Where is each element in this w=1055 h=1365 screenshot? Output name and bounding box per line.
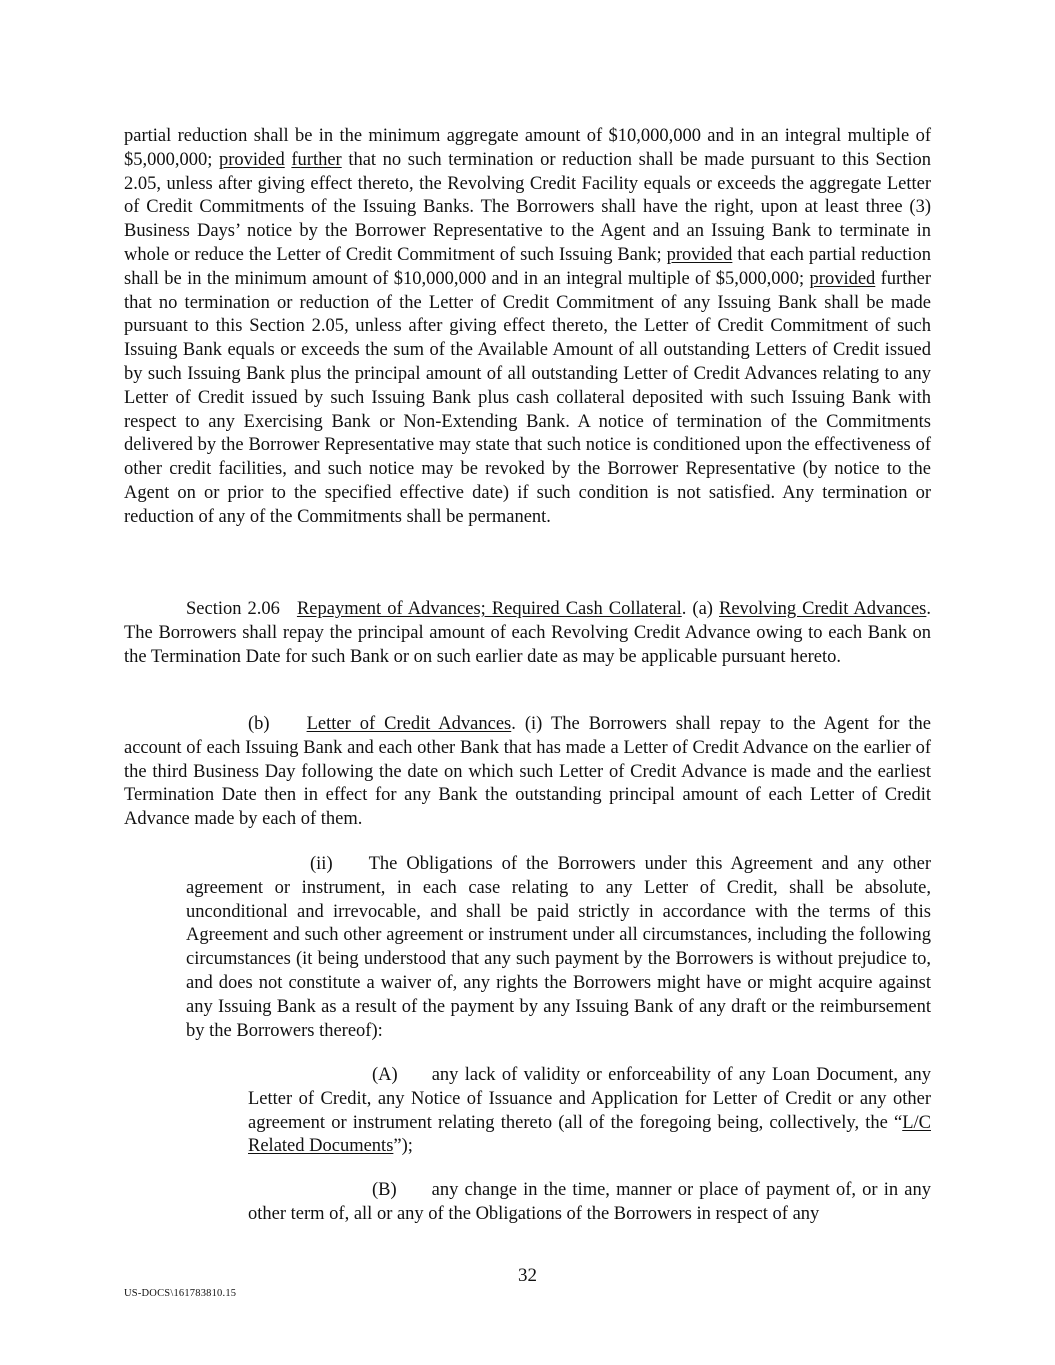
section-2-06-paragraph [124,598,931,669]
clause-heading: Letter of Credit Advances [306,714,512,734]
clause-label: (ii) [310,854,333,874]
subsection-heading: Revolving Credit Advances [719,599,927,619]
text-run: . (i) The Borrowers shall repay to the Agent for the account of each Issuing Bank and each other Bank that has made a Letter of Credit Advance on the earlier of the third Business Day following the date on which such Letter of Credit Advance is made and the earliest Termination Date then in effect for any Bank the outstanding principal amount of each Letter of Credit Advance made by each of them. [124,714,931,830]
text-run: . The Borrowers shall repay the principal amount of each Revolving Credit Advance owing to each Bank on the Termination Date for such Bank or on such earlier date as may be applicable pursuant hereto. [124,599,931,667]
clause-label: (b) [248,714,270,734]
provided-term: provided [809,268,876,289]
text-run: that no such termination or reduction shall be made pursuant to this Section 2.05, unless after giving effect thereto, the Revolving Credit Facility equals or exceeds the aggregate Letter of Credit Commitments of the Issuing Banks. The Borrowers shall have the right, upon at least three (3) Business Days’ notice by the Borrower Representative to the Agent and an Issuing Bank to terminate in whole or reduce the Letter of Credit Commitment of such Issuing Bank; [124,149,932,265]
clause-label: (A) [372,1065,398,1085]
section-heading: Repayment of Advances; Required Cash Collateral [296,599,682,619]
clause-label: (B) [372,1180,397,1200]
text-run: ”); [393,1136,413,1157]
provided-term: provided [219,149,285,170]
paragraph-ii [186,853,931,1043]
paragraph-b [124,713,931,832]
paragraph-A [248,1064,931,1159]
provided-term: provided [666,244,733,265]
text-run: . (a) [681,599,719,619]
text-run: The Obligations of the Borrowers under this Agreement and any other agreement or instrument, in each case relating to any Letter of Credit, shall be absolute, unconditional and irrevocable, and shall be paid strictly in accordance with the terms of this Agreement and such other agreement or instrument under all circumstances, including the following circumstances (it being understood that any such payment by the Borrowers is without prejudice to, and does not constitute a waiver of, any rights the Borrowers might have or might acquire against any Issuing Bank as a result of the payment by any Issuing Bank of any draft or the reimbursement by the Borrowers thereof): [186,854,931,1041]
document-id-footer: US-DOCS\161783810.15 [124,1288,237,1299]
defined-term: L/C Related Documents [248,1112,931,1157]
paragraph-B [248,1179,931,1227]
text-run: any lack of validity or enforceability of any Loan Document, any Letter of Credit, any Notice of Issuance and Application for Letter of Credit or any other agreement or instrument relating thereto (all of the foregoing being, collectively, the “ [248,1065,931,1133]
paragraph-continuation [124,125,931,530]
text-run: partial reduction shall be in the minimum aggregate amount of $10,000,000 and in an integral multiple of $5,000,000; [124,126,931,170]
text-run: that each partial reduction shall be in the minimum amount of $10,000,000 and in an integral multiple of $5,000,000; [124,244,931,289]
section-number: Section 2.06 [186,599,280,619]
text-run: any change in the time, manner or place of payment of, or in any other term of, all or any of the Obligations of the Borrowers in respect of any [248,1180,931,1224]
further-term: further [291,149,342,170]
text-run: further that no termination or reduction of the Letter of Credit Commitment of any Issuing Bank shall be made pursuant to this Section 2.05, unless after giving effect thereto, the Letter of Credit Commitment of such Issuing Bank equals or exceeds the sum of the Available Amount of all outstanding Letters of Credit issued by such Issuing Bank plus the principal amount of all outstanding Letter of Credit Advances relating to any Letter of Credit issued by such Issuing Bank plus cash collateral deposited with such Issuing Bank with respect to any Exercising Bank or Non-Extending Bank. A notice of termination of the Commitments delivered by the Borrower Representative may state that such notice is conditioned upon the effectiveness of other credit facilities, and such notice may be revoked by the Borrower Representative (by notice to the Agent on or prior to the specified effective date) if such condition is not satisfied. Any termination or reduction of any of the Commitments shall be permanent. [124,268,931,527]
page-number: 32 [518,1265,537,1286]
